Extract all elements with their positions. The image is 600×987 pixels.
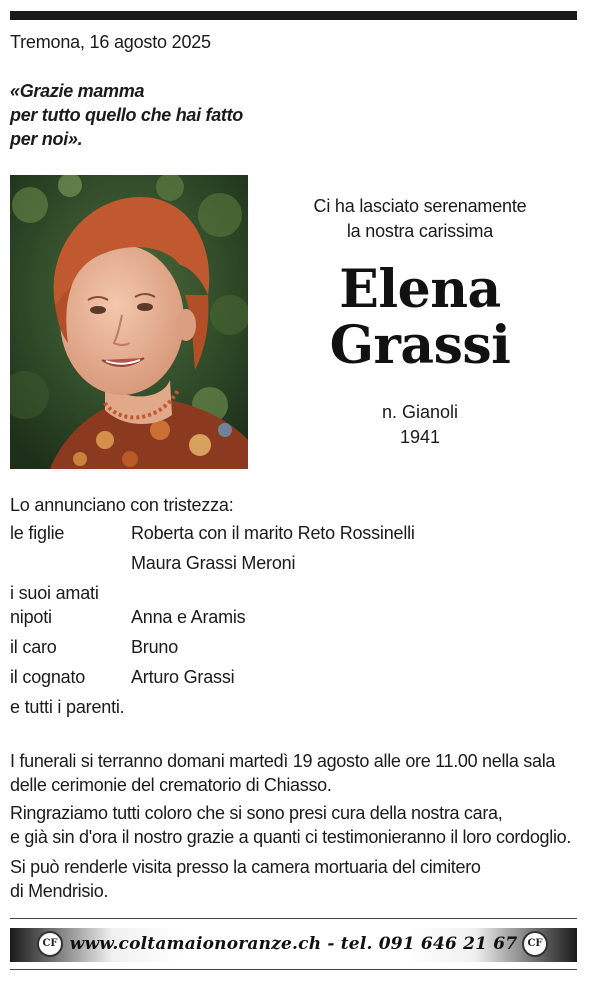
relation-label: il caro [10,637,57,657]
mourner-names: Roberta con il marito Reto Rossinelli [131,523,415,543]
relation-label: i suoi amati [10,583,99,603]
visit-paragraph [10,855,580,903]
mourner-names: Anna e Aramis [131,607,246,627]
relation-label: il cognato [10,667,86,687]
portrait-photo [10,175,248,469]
footer-top-rule [10,918,577,919]
intro-text [270,194,570,244]
deceased-last-name: Grassi [329,315,511,376]
mourner-names: Arturo Grassi [131,667,235,687]
funeral-home-logo-icon: CF [37,931,63,957]
relation-label: le figlie [10,523,65,543]
relation-label: nipoti [10,607,52,627]
birth-year: 1941 [399,427,441,447]
funeral-home-contact[interactable]: www.coltamaionoranze.ch - tel. 091 646 21 67 [69,934,518,954]
funeral-home-logo-icon: CF [522,931,548,957]
quote [10,79,243,151]
deceased-first-name: Elena [339,259,501,320]
top-rule [10,11,577,20]
paragraph-line: Ringraziamo tutti coloro che si sono presi cura della nostra cara, [10,803,503,823]
funeral-paragraph [10,749,580,797]
quote-line: per noi». [10,129,83,149]
paragraph-line: di Mendrisio. [10,881,109,901]
maiden-name: n. Gianoli [381,402,459,422]
paragraph-line: I funerali si terranno domani martedì 19 agosto alle ore 11.00 nella sala [10,751,556,771]
funeral-home-banner [10,928,577,962]
intro-line: la nostra carissima [346,221,494,241]
date-line: Tremona, 16 agosto 2025 [10,32,211,52]
announcement-heading: Lo annunciano con tristezza: [10,495,234,515]
paragraph-line: delle cerimonie del crematorio di Chiasso. [10,775,332,795]
intro-line: Ci ha lasciato serenamente [313,196,527,216]
mourner-names: Maura Grassi Meroni [131,553,296,573]
thanks-paragraph [10,801,580,849]
footer-bottom-rule [10,969,577,970]
birth-info [270,400,570,450]
paragraph-line: Si può renderle visita presso la camera mortuaria del cimitero [10,857,481,877]
quote-line: per tutto quello che hai fatto [10,105,243,125]
quote-line: «Grazie mamma [10,81,145,101]
mourner-names: Bruno [131,637,179,657]
relation-label: e tutti i parenti. [10,697,125,717]
paragraph-line: e già sin d'ora il nostro grazie a quanti ci testimonieranno il loro cordoglio. [10,827,572,847]
